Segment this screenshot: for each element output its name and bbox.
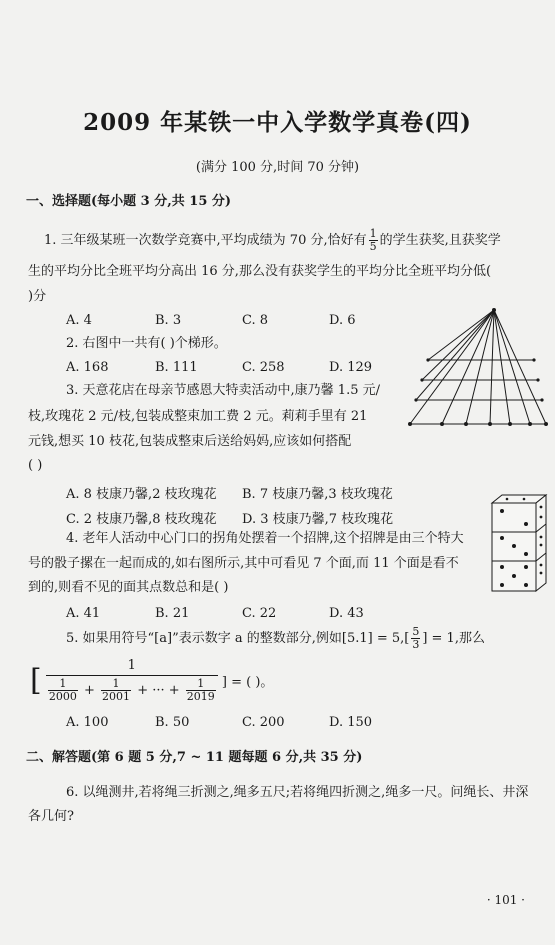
question-3-line-2: 枝,玫瑰花 2 元/枝,包装成整束加工费 2 元。莉莉手里有 21 (28, 409, 368, 424)
die-1-front (492, 503, 536, 532)
q5-option-b: B. 50 (155, 715, 190, 730)
question-6-line-2: 各几何? (28, 809, 74, 824)
q1-fraction (369, 228, 378, 253)
q4-option-d: D. 43 (329, 606, 364, 621)
q1-option-d: D. 6 (329, 313, 356, 328)
fig-ray-7 (490, 310, 494, 424)
fig-ray-1 (428, 310, 494, 360)
q5-plus-1: + (84, 683, 95, 698)
section-heading-answer: 二、解答题(第 6 题 5 分,7 ~ 11 题每题 6 分,共 35 分) (26, 750, 363, 765)
trapezoid-figure (408, 308, 548, 438)
q2-option-c: C. 258 (242, 360, 285, 375)
q2-option-b: B. 111 (155, 360, 198, 375)
q1-option-c: C. 8 (242, 313, 269, 328)
dice-side-face (536, 495, 546, 591)
question-6-line-1: 6. 以绳测井,若将绳三折测之,绳多五尺;若将绳四折测之,绳多一尺。问绳长、井深 (66, 785, 529, 800)
q1-frac-den: 5 (369, 240, 377, 253)
question-1-line-1 (44, 228, 501, 253)
question-4-line-1: 4. 老年人活动中心门口的拐角处摆着一个招牌,这个招牌是由三个特大 (66, 531, 464, 546)
q1-text-part1: 1. 三年级某班一次数学竞赛中,平均成绩为 70 分,恰好有 (44, 233, 367, 248)
q5-option-d: D. 150 (329, 715, 373, 730)
q5-text-part2: ] = 1,那么 (422, 631, 485, 646)
section-heading-choice: 一、选择题(每小题 3 分,共 15 分) (26, 194, 232, 209)
q1-option-b: B. 3 (155, 313, 182, 328)
question-3-line-3: 元钱,想买 10 枝花,包装成整束后送给妈妈,应该如何搭配 (28, 434, 352, 449)
q1-option-a: A. 4 (66, 313, 92, 328)
q5-expression (30, 658, 273, 703)
fig-ray-3 (416, 310, 494, 400)
q5-tail: ] = ( )。 (221, 675, 274, 690)
q3-option-d: D. 3 枝康乃馨,7 枝玫瑰花 (242, 512, 394, 527)
page-subtitle: (满分 100 分,时间 70 分钟) (195, 160, 360, 175)
q4-option-a: A. 41 (66, 606, 101, 621)
question-5-line-1 (66, 626, 485, 651)
q5-option-c: C. 200 (242, 715, 285, 730)
q3-option-c: C. 2 枝康乃馨,8 枝玫瑰花 (66, 512, 217, 527)
q5-big-numerator: 1 (46, 658, 218, 676)
question-3-line-1: 3. 天意花店在母亲节感恩大特卖活动中,康乃馨 1.5 元/ (66, 383, 380, 398)
question-1-line-3: )分 (28, 289, 47, 304)
q1-frac-num: 1 (369, 227, 377, 240)
q1-text-part2: 的学生获奖,且获奖学 (379, 233, 501, 248)
fig-ray-5 (442, 310, 494, 424)
q5-term-2001: $\frac{1}{2001}$ (102, 677, 131, 703)
q5-big-fraction (46, 658, 218, 703)
dice-stack-figure (490, 493, 548, 595)
fig-ray-9 (494, 310, 530, 424)
q4-option-b: B. 21 (155, 606, 190, 621)
fig-ray-4 (410, 310, 494, 424)
q2-option-d: D. 129 (329, 360, 373, 375)
q2-option-a: A. 168 (66, 360, 109, 375)
page-title: 2009 年某铁一中入学数学真卷(四) (83, 109, 472, 136)
q5-option-a: A. 100 (66, 715, 109, 730)
page-number: · 101 · (486, 893, 525, 907)
q5-frac-den: 3 (412, 638, 420, 651)
question-2: 2. 右图中一共有( )个梯形。 (66, 336, 227, 351)
q4-option-c: C. 22 (242, 606, 277, 621)
q5-big-denominator (46, 676, 218, 703)
q3-option-a: A. 8 枝康乃馨,2 枝玫瑰花 (66, 487, 217, 502)
question-4-line-3: 到的,则看不见的面其点数总和是( ) (28, 580, 229, 595)
q5-term-2000: $\frac{1}{2000}$ (48, 677, 77, 703)
fig-ray-6 (466, 310, 494, 424)
question-3-line-4: ( ) (28, 458, 43, 473)
fig-ray-2 (422, 310, 494, 380)
q5-plus-ellipsis: + ··· + (137, 683, 180, 698)
question-1-line-2: 生的平均分比全班平均分高出 16 分,那么没有获奖学生的平均分比全班平均分低( (28, 264, 492, 279)
q5-frac-num: 5 (412, 625, 420, 638)
q5-term-2019: $\frac{1}{2019}$ (186, 677, 215, 703)
q5-bracket-open: [ (30, 662, 42, 698)
q5-fraction (411, 626, 420, 651)
q3-option-b: B. 7 枝康乃馨,3 枝玫瑰花 (242, 487, 393, 502)
question-4-line-2: 号的骰子摞在一起而成的,如右图所示,其中可看见 7 个面,而 11 个面是看不 (28, 556, 459, 571)
q5-text-part1: 5. 如果用符号“[a]”表示数字 a 的整数部分,例如[5.1] = 5,[ (66, 631, 410, 646)
